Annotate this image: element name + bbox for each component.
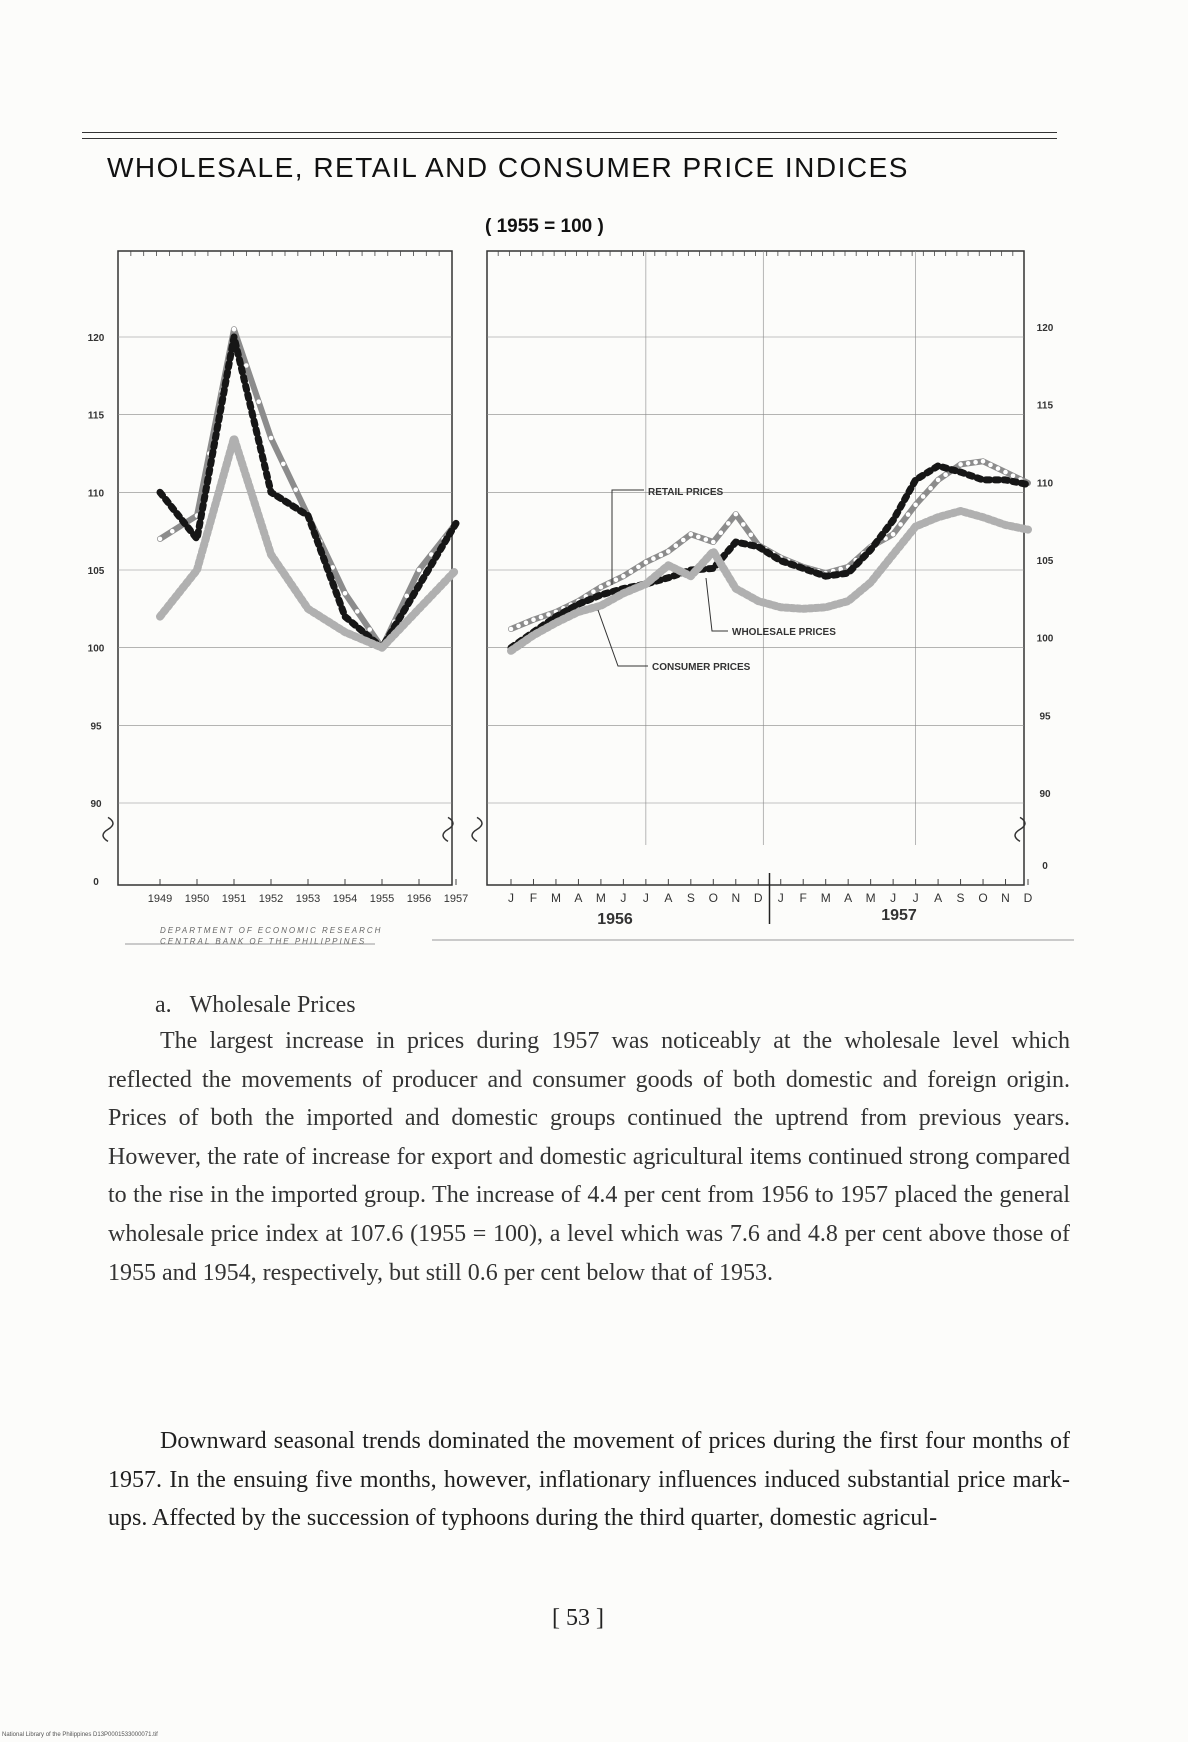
x-tick-label: 1957	[443, 893, 469, 905]
x-tick-label: S	[686, 891, 695, 905]
section-heading	[155, 992, 356, 1019]
x-tick-label: N	[731, 891, 741, 905]
retail-marker-dot	[539, 615, 544, 620]
credit-line-1: DEPARTMENT OF ECONOMIC RESEARCH	[160, 926, 383, 935]
retail-marker-dot	[621, 574, 626, 579]
retail-marker-dot	[170, 529, 175, 534]
y-tick-label-right: 100	[1036, 633, 1054, 645]
x-tick-label: J	[642, 891, 649, 905]
x-tick-label: 1952	[258, 893, 284, 905]
retail-marker-dot	[726, 521, 731, 526]
x-tick-label: 1955	[369, 893, 395, 905]
x-tick-label: 1954	[332, 893, 358, 905]
scan-footer: National Library of the Philippines D13P0001533000071.tif	[2, 1732, 158, 1738]
paragraph-2: Downward seasonal trends dominated the movement of prices during the first four months of 1957. In the ensuing five months, however, inflationary influences induced substantial price mark-ups. Affected by the succession of typhoons during the third quarter, domestic agricul-	[108, 1428, 1070, 1532]
y-tick-label-right: 110	[1036, 478, 1054, 490]
paragraph-1: The largest increase in prices during 1957 was noticeably at the wholesale level which reflected the movements of producer and consumer goods of both domestic and foreign origin. Prices of both the imported and domestic groups continued the uptrend from previous years. However, the rate of increase for export and domestic agricultural items continued strong compared to the rise in the imported group. The increase of 4.4 per cent from 1956 to 1957 placed the general wholesale price index at 107.6 (1955 = 100), a level which was 7.6 and 4.8 per cent above those of 1955 and 1954, respectively, but still 0.6 per cent below that of 1953.	[108, 1028, 1070, 1286]
retail-marker-dot	[343, 591, 348, 596]
retail-marker-dot	[898, 522, 903, 527]
leader-wholesale	[706, 578, 728, 631]
retail-marker-dot	[524, 621, 529, 626]
y-tick-label-left: 95	[90, 721, 102, 733]
y-tick-label-left: 120	[87, 333, 105, 344]
retail-marker-dot	[943, 472, 948, 477]
x-tick-label: D	[1023, 891, 1033, 905]
retail-marker-dot	[531, 617, 536, 622]
x-tick-label: M	[550, 891, 561, 905]
retail-marker-dot	[269, 436, 274, 441]
x-tick-label: 1951	[221, 893, 247, 905]
retail-marker-dot	[928, 486, 933, 491]
retail-marker-dot	[681, 538, 686, 543]
retail-marker-dot	[591, 589, 596, 594]
retail-marker-dot	[417, 568, 422, 573]
year-label-1957: 1957	[881, 907, 917, 924]
retail-marker-dot	[704, 537, 709, 542]
panel-frame-2	[487, 251, 1024, 885]
credit-line-2: CENTRAL BANK OF THE PHILIPPINES	[160, 937, 367, 946]
x-tick-label: M	[595, 891, 606, 905]
retail-marker-dot	[606, 581, 611, 586]
retail-marker-dot	[1011, 474, 1016, 479]
retail-marker-dot	[981, 459, 986, 464]
x-tick-label: J	[777, 891, 784, 905]
retail-marker-dot	[546, 612, 551, 617]
retail-marker-dot	[516, 624, 521, 629]
x-tick-label: F	[799, 891, 807, 905]
y-tick-label-right: 120	[1036, 323, 1054, 334]
x-tick-label: F	[529, 891, 538, 905]
axis-break-left	[103, 817, 113, 841]
retail-marker-dot	[355, 609, 360, 614]
x-tick-label: 1956	[406, 893, 432, 905]
y-tick-label-right: 0	[1042, 861, 1048, 872]
year-label-1956: 1956	[597, 911, 633, 928]
retail-marker-dot	[629, 569, 634, 574]
retail-marker-dot	[696, 535, 701, 540]
retail-marker-dot	[741, 522, 746, 527]
y-tick-label-left: 115	[87, 410, 105, 422]
x-tick-label: S	[956, 891, 965, 905]
retail-marker-dot	[614, 578, 619, 583]
figure-title: WHOLESALE, RETAIL AND CONSUMER PRICE INDICES	[107, 152, 909, 183]
x-tick-label: J	[620, 891, 627, 905]
retail-marker-dot	[719, 530, 724, 535]
x-tick-label: D	[753, 891, 763, 905]
y-tick-label-left: 110	[87, 488, 105, 500]
x-tick-label: 1953	[295, 893, 321, 905]
section-title: Wholesale Prices	[189, 992, 356, 1018]
retail-marker-dot	[644, 560, 649, 565]
x-tick-label: J	[508, 891, 514, 905]
series-line-heavy-dotted-p2	[511, 466, 1028, 648]
y-tick-label-right: 115	[1036, 400, 1054, 412]
x-tick-label: M	[820, 891, 831, 905]
retail-marker-dot	[232, 327, 237, 332]
retail-marker-dot	[659, 553, 664, 558]
x-tick-label: A	[574, 891, 583, 905]
y-tick-label-left: 100	[87, 643, 105, 655]
x-tick-label: 1949	[147, 893, 173, 905]
retail-marker-dot	[666, 549, 671, 554]
x-tick-label: N	[1001, 891, 1010, 905]
axis-break-left	[472, 817, 482, 841]
retail-marker-dot	[988, 463, 993, 468]
retail-marker-dot	[636, 565, 641, 570]
annotation-consumer: CONSUMER PRICES	[652, 662, 751, 673]
y-tick-label-left: 0	[93, 877, 99, 888]
x-tick-label: O	[978, 891, 988, 905]
figure-base-note: ( 1955 = 100 )	[485, 216, 604, 237]
retail-marker-dot	[158, 537, 163, 542]
annotation-retail: RETAIL PRICES	[648, 487, 724, 498]
retail-marker-dot	[936, 478, 941, 483]
retail-marker-dot	[293, 487, 298, 492]
x-tick-label: 1950	[184, 893, 210, 905]
x-tick-label: J	[912, 891, 919, 905]
retail-marker-dot	[689, 532, 694, 537]
leader-consumer	[598, 610, 648, 666]
page-number: [ 53 ]	[552, 1605, 604, 1631]
retail-marker-dot	[891, 532, 896, 537]
retail-marker-dot	[599, 585, 604, 590]
y-tick-label-right: 105	[1036, 556, 1054, 567]
x-tick-label: M	[865, 891, 876, 905]
y-tick-label-right: 95	[1039, 711, 1051, 723]
retail-marker-dot	[958, 462, 963, 467]
retail-marker-dot	[509, 627, 514, 632]
retail-marker-dot	[651, 556, 656, 561]
retail-marker-dot	[1003, 470, 1008, 475]
retail-marker-dot	[913, 503, 918, 508]
retail-marker-dot	[921, 494, 926, 499]
retail-marker-dot	[996, 466, 1001, 471]
retail-marker-dot	[367, 627, 372, 632]
section-number: a.	[155, 992, 172, 1018]
y-tick-label-left: 105	[87, 566, 105, 577]
x-tick-label: A	[934, 891, 943, 905]
retail-marker-dot	[281, 462, 286, 467]
retail-marker-dot	[674, 543, 679, 548]
y-tick-label-left: 90	[90, 799, 102, 810]
retail-marker-dot	[256, 399, 261, 404]
retail-marker-dot	[749, 533, 754, 538]
x-tick-label: O	[708, 891, 718, 905]
retail-marker-dot	[734, 512, 739, 517]
retail-marker-dot	[973, 460, 978, 465]
x-tick-label: A	[664, 891, 673, 905]
x-tick-label: A	[844, 891, 853, 905]
annotation-wholesale: WHOLESALE PRICES	[732, 627, 836, 638]
retail-marker-dot	[966, 461, 971, 466]
retail-marker-dot	[906, 512, 911, 517]
retail-marker-dot	[711, 540, 716, 545]
x-tick-label: J	[890, 891, 897, 905]
y-tick-label-right: 90	[1039, 789, 1051, 800]
